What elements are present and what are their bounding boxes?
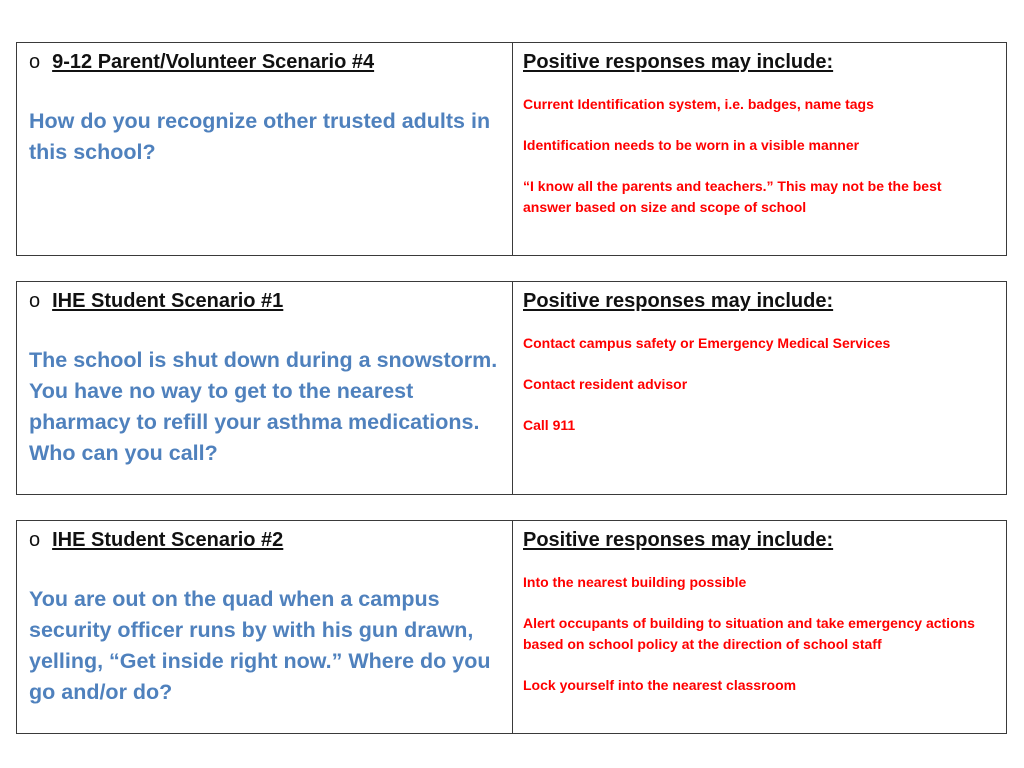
response-item: Current Identification system, i.e. badges, name tags [523,96,874,112]
response-item: Call 911 [523,417,576,433]
responses-panel [513,282,1006,494]
response-item: Contact campus safety or Emergency Medical Services [523,335,891,351]
response-item: Contact resident advisor [523,376,688,392]
responses-header: Positive responses may include: [523,290,834,312]
responses-header: Positive responses may include: [523,529,834,551]
responses-panel [513,521,1006,733]
scenario-panel [17,282,513,494]
bullet-icon: o [29,51,41,73]
scenario-card-1 [16,42,1007,256]
scenario-card-2 [16,281,1007,495]
scenario-title [29,290,502,313]
responses-list [523,572,996,695]
responses-list [523,333,996,436]
scenario-title [29,51,502,74]
scenario-card-3 [16,520,1007,734]
response-item: Alert occupants of building to situation and take emergency actions based on school policy at the direction of school staff [523,615,975,652]
responses-header: Positive responses may include: [523,51,834,73]
bullet-icon: o [29,529,41,551]
scenario-question: The school is shut down during a snowstorm. You have no way to get to the nearest pharmacy to refill your asthma medications. Who can you call? [29,348,498,465]
responses-list [523,94,996,217]
bullet-icon: o [29,290,41,312]
scenario-panel [17,521,513,733]
scenario-panel [17,43,513,255]
responses-panel [513,43,1006,255]
response-item: “I know all the parents and teachers.” This may not be the best answer based on size and scope of school [523,178,942,215]
scenario-title [29,529,502,552]
scenario-question: How do you recognize other trusted adults in this school? [29,109,491,164]
scenario-title-text: 9-12 Parent/Volunteer Scenario #4 [52,51,375,73]
response-item: Identification needs to be worn in a visible manner [523,137,860,153]
response-item: Lock yourself into the nearest classroom [523,676,797,693]
scenario-title-text: IHE Student Scenario #2 [52,529,284,551]
scenario-question: You are out on the quad when a campus security officer runs by with his gun drawn, yelling, “Get inside right now.” Where do you go and/or do? [29,587,491,704]
response-item: Into the nearest building possible [523,574,747,590]
scenario-title-text: IHE Student Scenario #1 [52,290,284,312]
